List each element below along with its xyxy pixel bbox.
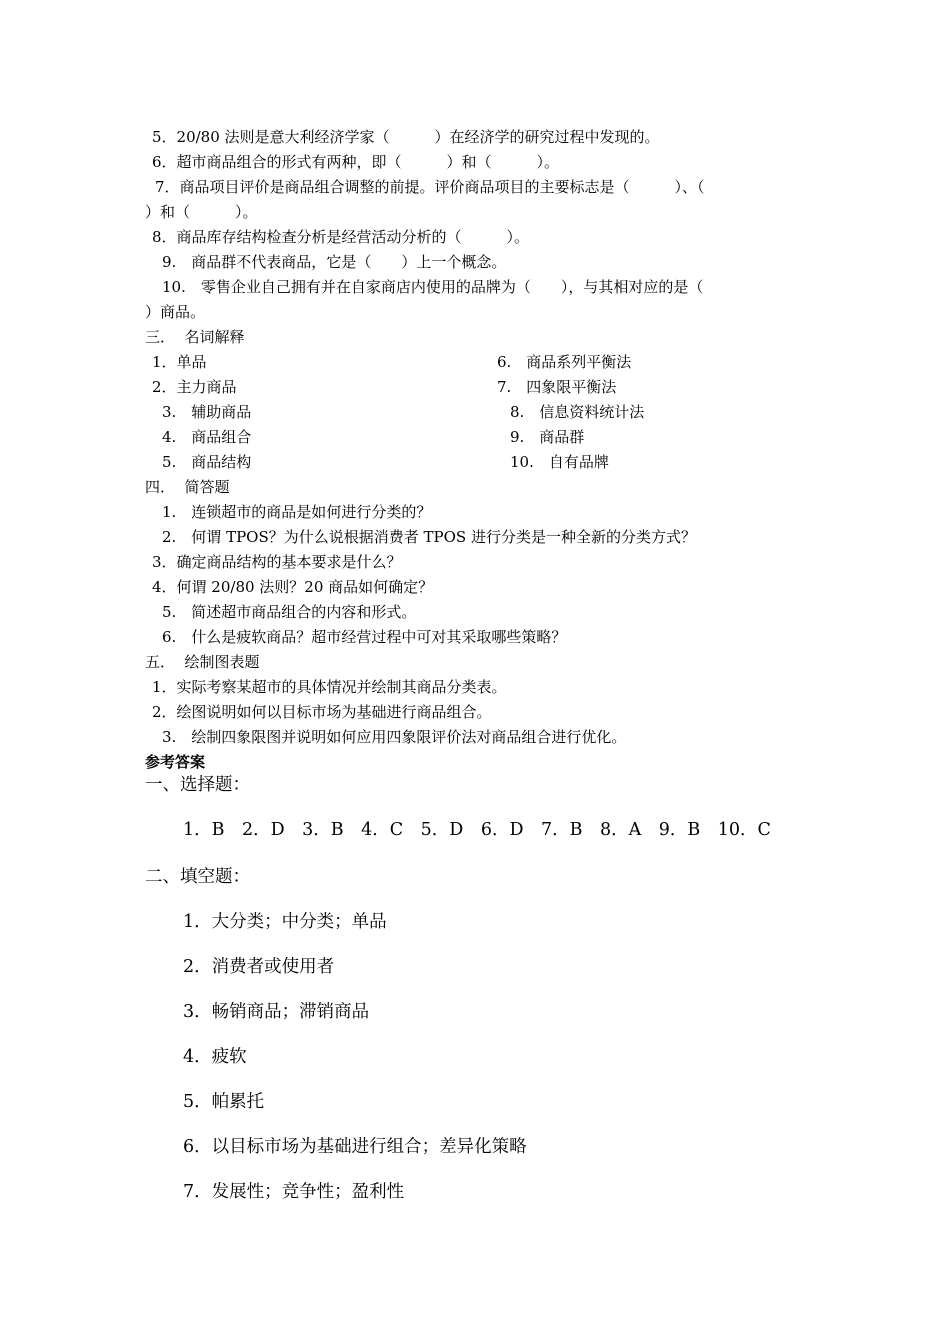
term-left-3: 3. 辅助商品 (162, 403, 252, 421)
question-6: 6．超市商品组合的形式有两种，即（ ）和（ ）。 (152, 153, 560, 171)
answers-choice-line: 1．B 2．D 3．B 4．C 5．D 6．D 7．B 8．A 9．B 10．C (183, 820, 771, 840)
answers-choice-heading: 一、选择题： (145, 775, 250, 795)
answer-fill-6: 6．以目标市场为基础进行组合；差异化策略 (183, 1137, 527, 1157)
section-short-answer-heading: 四． 简答题 (145, 478, 230, 496)
term-left-4: 4. 商品组合 (162, 428, 252, 446)
answers-fill-heading: 二、填空题： (145, 867, 250, 887)
term-left-1: 1．单品 (152, 353, 207, 371)
section-terms-heading: 三． 名词解释 (145, 328, 245, 346)
term-right-6: 6. 商品系列平衡法 (497, 353, 632, 371)
answer-fill-7: 7．发展性；竞争性；盈利性 (183, 1182, 405, 1202)
answer-fill-5: 5．帕累托 (183, 1092, 265, 1112)
short-answer-1: 1. 连锁超市的商品是如何进行分类的？ (162, 503, 432, 521)
drawing-item-3: 3. 绘制四象限图并说明如何应用四象限评价法对商品组合进行优化。 (162, 728, 627, 746)
short-answer-3: 3．确定商品结构的基本要求是什么？ (152, 553, 402, 571)
term-left-5: 5. 商品结构 (162, 453, 252, 471)
answer-fill-3: 3．畅销商品；滞销商品 (183, 1002, 370, 1022)
question-8: 8．商品库存结构检查分析是经营活动分析的（ ）。 (152, 228, 530, 246)
answer-fill-1: 1．大分类；中分类；单品 (183, 912, 387, 932)
answer-fill-4: 4．疲软 (183, 1047, 247, 1067)
short-answer-5: 5. 简述超市商品组合的内容和形式。 (162, 603, 417, 621)
term-right-10: 10. 自有品牌 (510, 453, 609, 471)
question-5: 5．20/80 法则是意大利经济学家（ ）在经济学的研究过程中发现的。 (152, 128, 660, 146)
question-7-line-1: 7．商品项目评价是商品组合调整的前提。评价商品项目的主要标志是（ ）、（ (155, 178, 705, 196)
short-answer-4: 4．何谓 20/80 法则？20 商品如何确定？ (152, 578, 434, 596)
short-answer-2: 2. 何谓 TPOS？为什么说根据消费者 TPOS 进行分类是一种全新的分类方式？ (162, 528, 696, 546)
question-9: 9. 商品群不代表商品，它是（ ）上一个概念。 (162, 253, 507, 271)
answers-title: 参考答案 (145, 753, 206, 771)
term-right-8: 8. 信息资料统计法 (510, 403, 645, 421)
question-10-line-1: 10. 零售企业自己拥有并在自家商店内使用的品牌为（ ），与其相对应的是（ (162, 278, 704, 296)
drawing-item-1: 1．实际考察某超市的具体情况并绘制其商品分类表。 (152, 678, 507, 696)
answer-fill-2: 2．消费者或使用者 (183, 957, 335, 977)
term-left-2: 2．主力商品 (152, 378, 237, 396)
drawing-item-2: 2．绘图说明如何以目标市场为基础进行商品组合。 (152, 703, 492, 721)
section-drawing-heading: 五． 绘制图表题 (145, 653, 260, 671)
question-7-line-2: ）和（ ）。 (145, 203, 258, 221)
short-answer-6: 6. 什么是疲软商品？超市经营过程中可对其采取哪些策略？ (162, 628, 567, 646)
term-right-9: 9. 商品群 (510, 428, 585, 446)
term-right-7: 7. 四象限平衡法 (497, 378, 617, 396)
question-10-line-2: ）商品。 (145, 303, 206, 321)
